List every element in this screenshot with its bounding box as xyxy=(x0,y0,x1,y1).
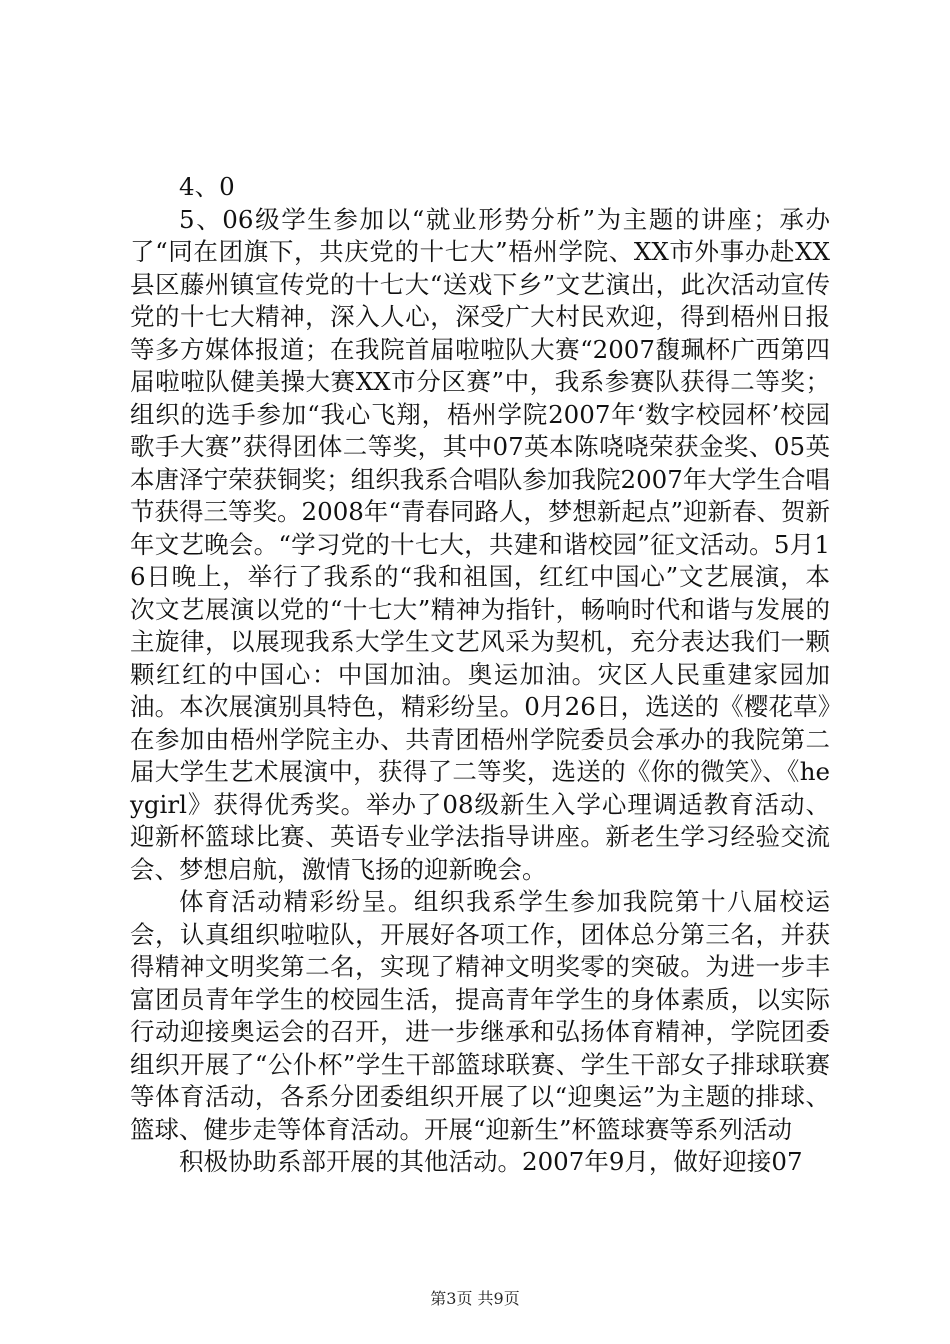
paragraph-sports: 体育活动精彩纷呈。组织我系学生参加我院第十八届校运会，认真组织啦啦队，开展好各项工作，团体总分第三名，并获得精神文明奖第二名，实现了精神文明奖零的突破。为进一步丰富团员青年学生的校园生活，提高青年学生的身体素质，以实际行动迎接奥运会的召开，进一步继承和弘扬体育精神，学院团委组织开展了“公仆杯”学生干部篮球联赛、学生干部女子排球联赛等体育活动，各系分团委组织开展了以“迎奥运”为主题的排球、篮球、健步走等体育活动。开展“迎新生”杯篮球赛等系列活动 xyxy=(130,887,830,1144)
paragraph-item-5: 5、06级学生参加以“就业形势分析”为主题的讲座；承办了“同在团旗下，共庆党的十七大”梧州学院、XX市外事办赴XX县区藤州镇宣传党的十七大“送戏下乡”文艺演出，此次活动宣传党的十七大精神，深入人心，深受广大村民欢迎，得到梧州日报等多方媒体报道；在我院首届啦啦队大赛“2007馥珮杯广西第四届啦啦队健美操大赛XX市分区赛”中，我系参赛队获得二等奖；组织的选手参加“我心飞翔，梧州学院2007年‘数字校园杯’校园歌手大赛”获得团体二等奖，其中07英本陈哓哓荣获金奖、05英本唐泽宁荣获铜奖；组织我系合唱队参加我院2007年大学生合唱节获得三等奖。2008年“青春同路人，梦想新起点”迎新春、贺新年文艺晚会。“学习党的十七大，共建和谐校园”征文活动。5月16日晚上，举行了我系的“我和祖国，红红中国心”文艺展演，本次文艺展演以党的“十七大”精神为指针，畅响时代和谐与发展的主旋律，以展现我系大学生文艺风采为契机，充分表达我们一颗颗红红的中国心：中国加油。奥运加油。灾区人民重建家园加油。本次展演别具特色，精彩纷呈。0月26日，选送的《樱花草》在参加由梧州学院主办、共青团梧州学院委员会承办的我院第二届大学生艺术展演中，获得了二等奖，选送的《你的微笑》、《heygirl》获得优秀奖。举办了08级新生入学心理调适教育活动、迎新杯篮球比赛、英语专业学法指导讲座。新老生学习经验交流会、梦想启航，激情飞扬的迎新晚会。 xyxy=(130,204,830,884)
paragraph-other-activities: 积极协助系部开展的其他活动。2007年9月，做好迎接07 xyxy=(179,1147,803,1176)
page-number-footer: 第3页 共9页 xyxy=(430,1289,520,1308)
paragraph-item-4: 4、0 xyxy=(179,172,235,201)
document-body xyxy=(130,171,830,1179)
